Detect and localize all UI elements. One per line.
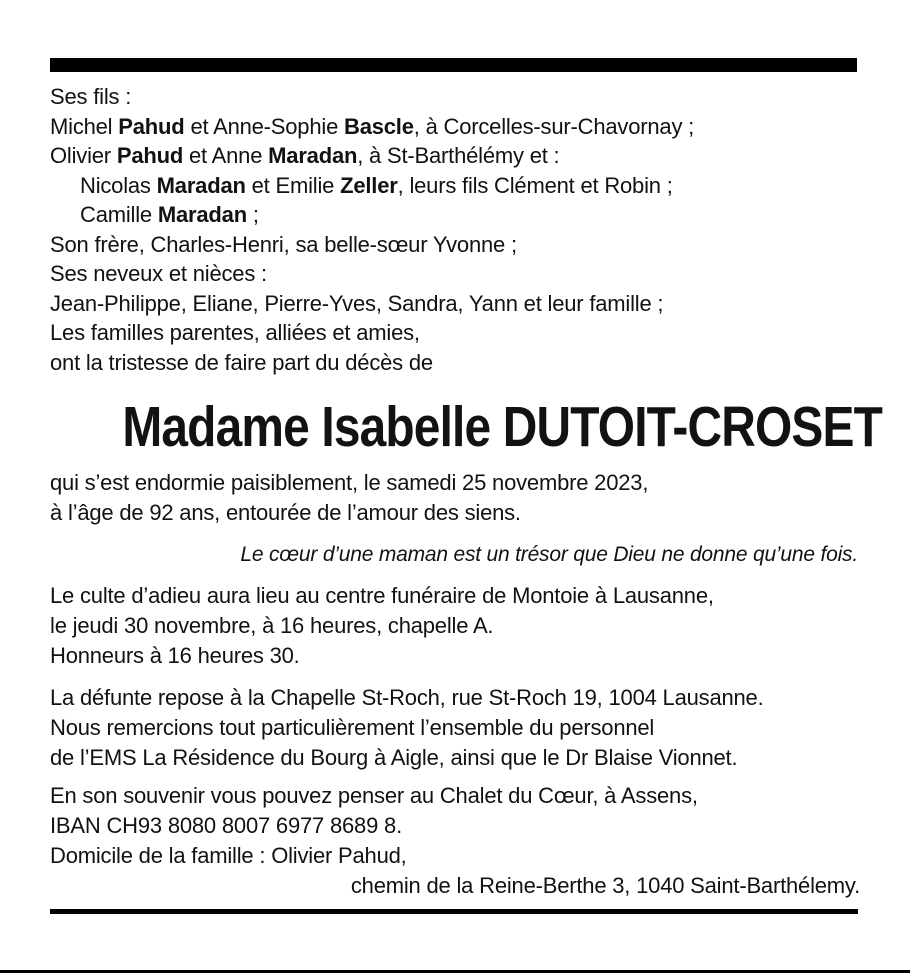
deceased-name-row — [50, 395, 883, 473]
text-line: IBAN CH93 8080 8007 6977 8689 8. — [50, 813, 402, 838]
page-edge-line — [0, 970, 910, 973]
text-segment: Jean-Philippe, Eliane, Pierre-Yves, Sandra, Yann et leur famille ; — [50, 290, 664, 316]
text-line: à l’âge de 92 ans, entourée de l’amour des siens. — [50, 500, 521, 525]
text-line — [50, 259, 860, 289]
text-segment: Camille — [80, 202, 158, 227]
surname-bold: Maradan — [157, 202, 247, 227]
text-segment: et Emilie — [245, 172, 341, 198]
text-line: le jeudi 30 novembre, à 16 heures, chapelle A. — [50, 613, 494, 638]
text-line — [50, 230, 860, 260]
text-segment: Olivier — [50, 143, 117, 168]
text-line — [50, 112, 860, 142]
text-line — [50, 82, 860, 112]
surname-bold: Maradan — [156, 172, 246, 198]
text-line — [50, 141, 860, 171]
text-line: qui s’est endormie paisiblement, le samedi 25 novembre 2023, — [50, 470, 649, 495]
ceremony-details — [50, 581, 860, 671]
surname-bold: Zeller — [340, 172, 398, 198]
text-segment: , leurs fils Clément et Robin ; — [397, 172, 673, 198]
memorial-donation-lines — [50, 781, 860, 871]
family-address-line: chemin de la Reine-Berthe 3, 1040 Saint-Barthélemy. — [350, 873, 860, 898]
death-details — [50, 468, 860, 528]
text-segment: ont la tristesse de faire part du décès de — [50, 349, 433, 375]
text-segment: et Anne-Sophie — [184, 113, 345, 139]
text-line — [50, 318, 860, 348]
text-line — [50, 289, 860, 319]
text-line — [50, 171, 860, 201]
text-line — [50, 200, 860, 230]
text-line: En son souvenir vous pouvez penser au Chalet du Cœur, à Assens, — [50, 783, 698, 808]
text-line: Le culte d’adieu aura lieu au centre funéraire de Montoie à Lausanne, — [50, 583, 714, 608]
text-line: Domicile de la famille : Olivier Pahud, — [50, 843, 407, 868]
text-segment: Michel — [50, 113, 119, 139]
top-divider-bar — [50, 58, 857, 72]
text-segment: Les familles parentes, alliées et amies, — [50, 320, 420, 345]
text-segment: Ses neveux et nièces : — [50, 261, 267, 286]
surname-bold: Bascle — [344, 113, 414, 139]
text-line: La défunte repose à la Chapelle St-Roch, rue St-Roch 19, 1004 Lausanne. — [50, 685, 764, 710]
deceased-name: Madame Isabelle DUTOIT-CROSET — [122, 395, 883, 459]
text-line — [50, 348, 860, 378]
surname-bold: Pahud — [116, 143, 184, 168]
text-segment: Ses fils : — [50, 84, 132, 109]
surname-bold: Pahud — [118, 113, 185, 139]
text-segment: Nicolas — [80, 172, 157, 198]
surname-bold: Maradan — [268, 143, 358, 168]
text-line: Nous remercions tout particulièrement l’ensemble du personnel — [50, 715, 655, 740]
memorial-quote: Le cœur d’une maman est un trésor que Dieu ne donne qu’une fois. — [240, 543, 858, 566]
family-announcement — [50, 82, 860, 377]
text-line: de l’EMS La Résidence du Bourg à Aigle, ainsi que le Dr Blaise Vionnet. — [50, 745, 738, 770]
memorial-donations — [50, 781, 860, 901]
text-segment: et Anne — [183, 143, 269, 168]
resting-place-thanks — [50, 683, 860, 773]
text-segment: ; — [246, 202, 259, 227]
text-segment: , à Corcelles-sur-Chavornay ; — [413, 113, 695, 139]
text-segment: Son frère, Charles-Henri, sa belle-sœur Yvonne ; — [50, 231, 517, 257]
text-segment: , à St-Barthélémy et : — [357, 143, 560, 168]
bottom-divider-bar — [50, 909, 858, 914]
text-line: Honneurs à 16 heures 30. — [50, 643, 300, 668]
